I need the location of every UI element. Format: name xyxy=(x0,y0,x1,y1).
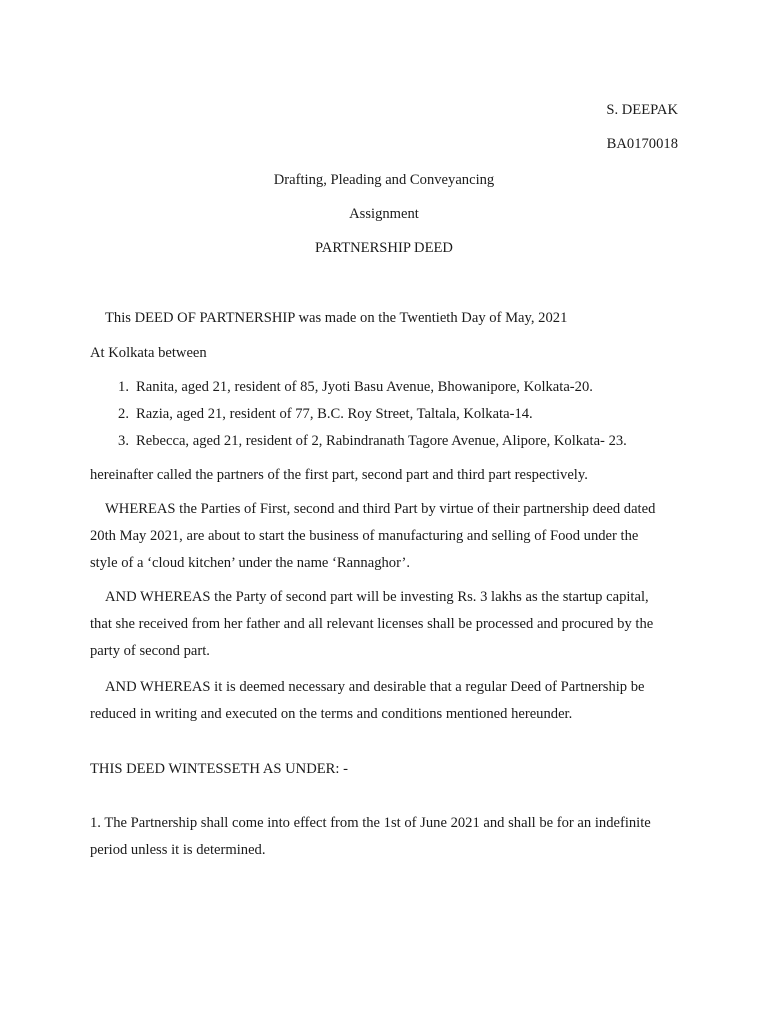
list-item: Razia, aged 21, resident of 77, B.C. Roy Street, Taltala, Kolkata-14. xyxy=(136,406,533,422)
paragraph-line: reduced in writing and executed on the terms and conditions mentioned hereunder. xyxy=(90,706,573,722)
hereinafter-paragraph: hereinafter called the partners of the first part, second part and third part respectively. xyxy=(90,467,588,483)
list-item-number: 3. xyxy=(118,433,129,449)
witnesseth-heading: THIS DEED WINTESSETH AS UNDER: - xyxy=(90,761,348,777)
paragraph-line: WHEREAS the Parties of First, second and third Part by virtue of their partnership deed dated xyxy=(105,501,656,517)
paragraph-line: period unless it is determined. xyxy=(90,842,266,858)
list-item-number: 1. xyxy=(118,379,129,395)
subject-title: Drafting, Pleading and Conveyancing xyxy=(273,172,495,188)
paragraph-line: style of a ‘cloud kitchen’ under the name ‘Rannaghor’. xyxy=(90,555,411,571)
paragraph-line: AND WHEREAS it is deemed necessary and desirable that a regular Deed of Partnership be xyxy=(105,679,645,695)
paragraph-line: party of second part. xyxy=(90,643,210,659)
paragraph-line: that she received from her father and all relevant licenses shall be processed and procured by the xyxy=(90,616,654,632)
author-name: S. DEEPAK xyxy=(606,102,678,118)
paragraph-line: 20th May 2021, are about to start the business of manufacturing and selling of Food under the xyxy=(90,528,639,544)
paragraph-line: AND WHEREAS the Party of second part will be investing Rs. 3 lakhs as the startup capital, xyxy=(105,589,649,605)
document-title: PARTNERSHIP DEED xyxy=(315,240,453,256)
roll-number: BA0170018 xyxy=(606,136,678,152)
intro-line-2: At Kolkata between xyxy=(90,345,207,361)
paragraph-line: 1. The Partnership shall come into effect from the 1st of June 2021 and shall be for an indefinite xyxy=(90,815,651,831)
intro-line-1: This DEED OF PARTNERSHIP was made on the Twentieth Day of May, 2021 xyxy=(105,310,568,326)
list-item: Ranita, aged 21, resident of 85, Jyoti Basu Avenue, Bhowanipore, Kolkata-20. xyxy=(136,379,593,395)
list-item: Rebecca, aged 21, resident of 2, Rabindranath Tagore Avenue, Alipore, Kolkata- 23. xyxy=(136,433,627,449)
assignment-label: Assignment xyxy=(349,206,419,222)
list-item-number: 2. xyxy=(118,406,129,422)
